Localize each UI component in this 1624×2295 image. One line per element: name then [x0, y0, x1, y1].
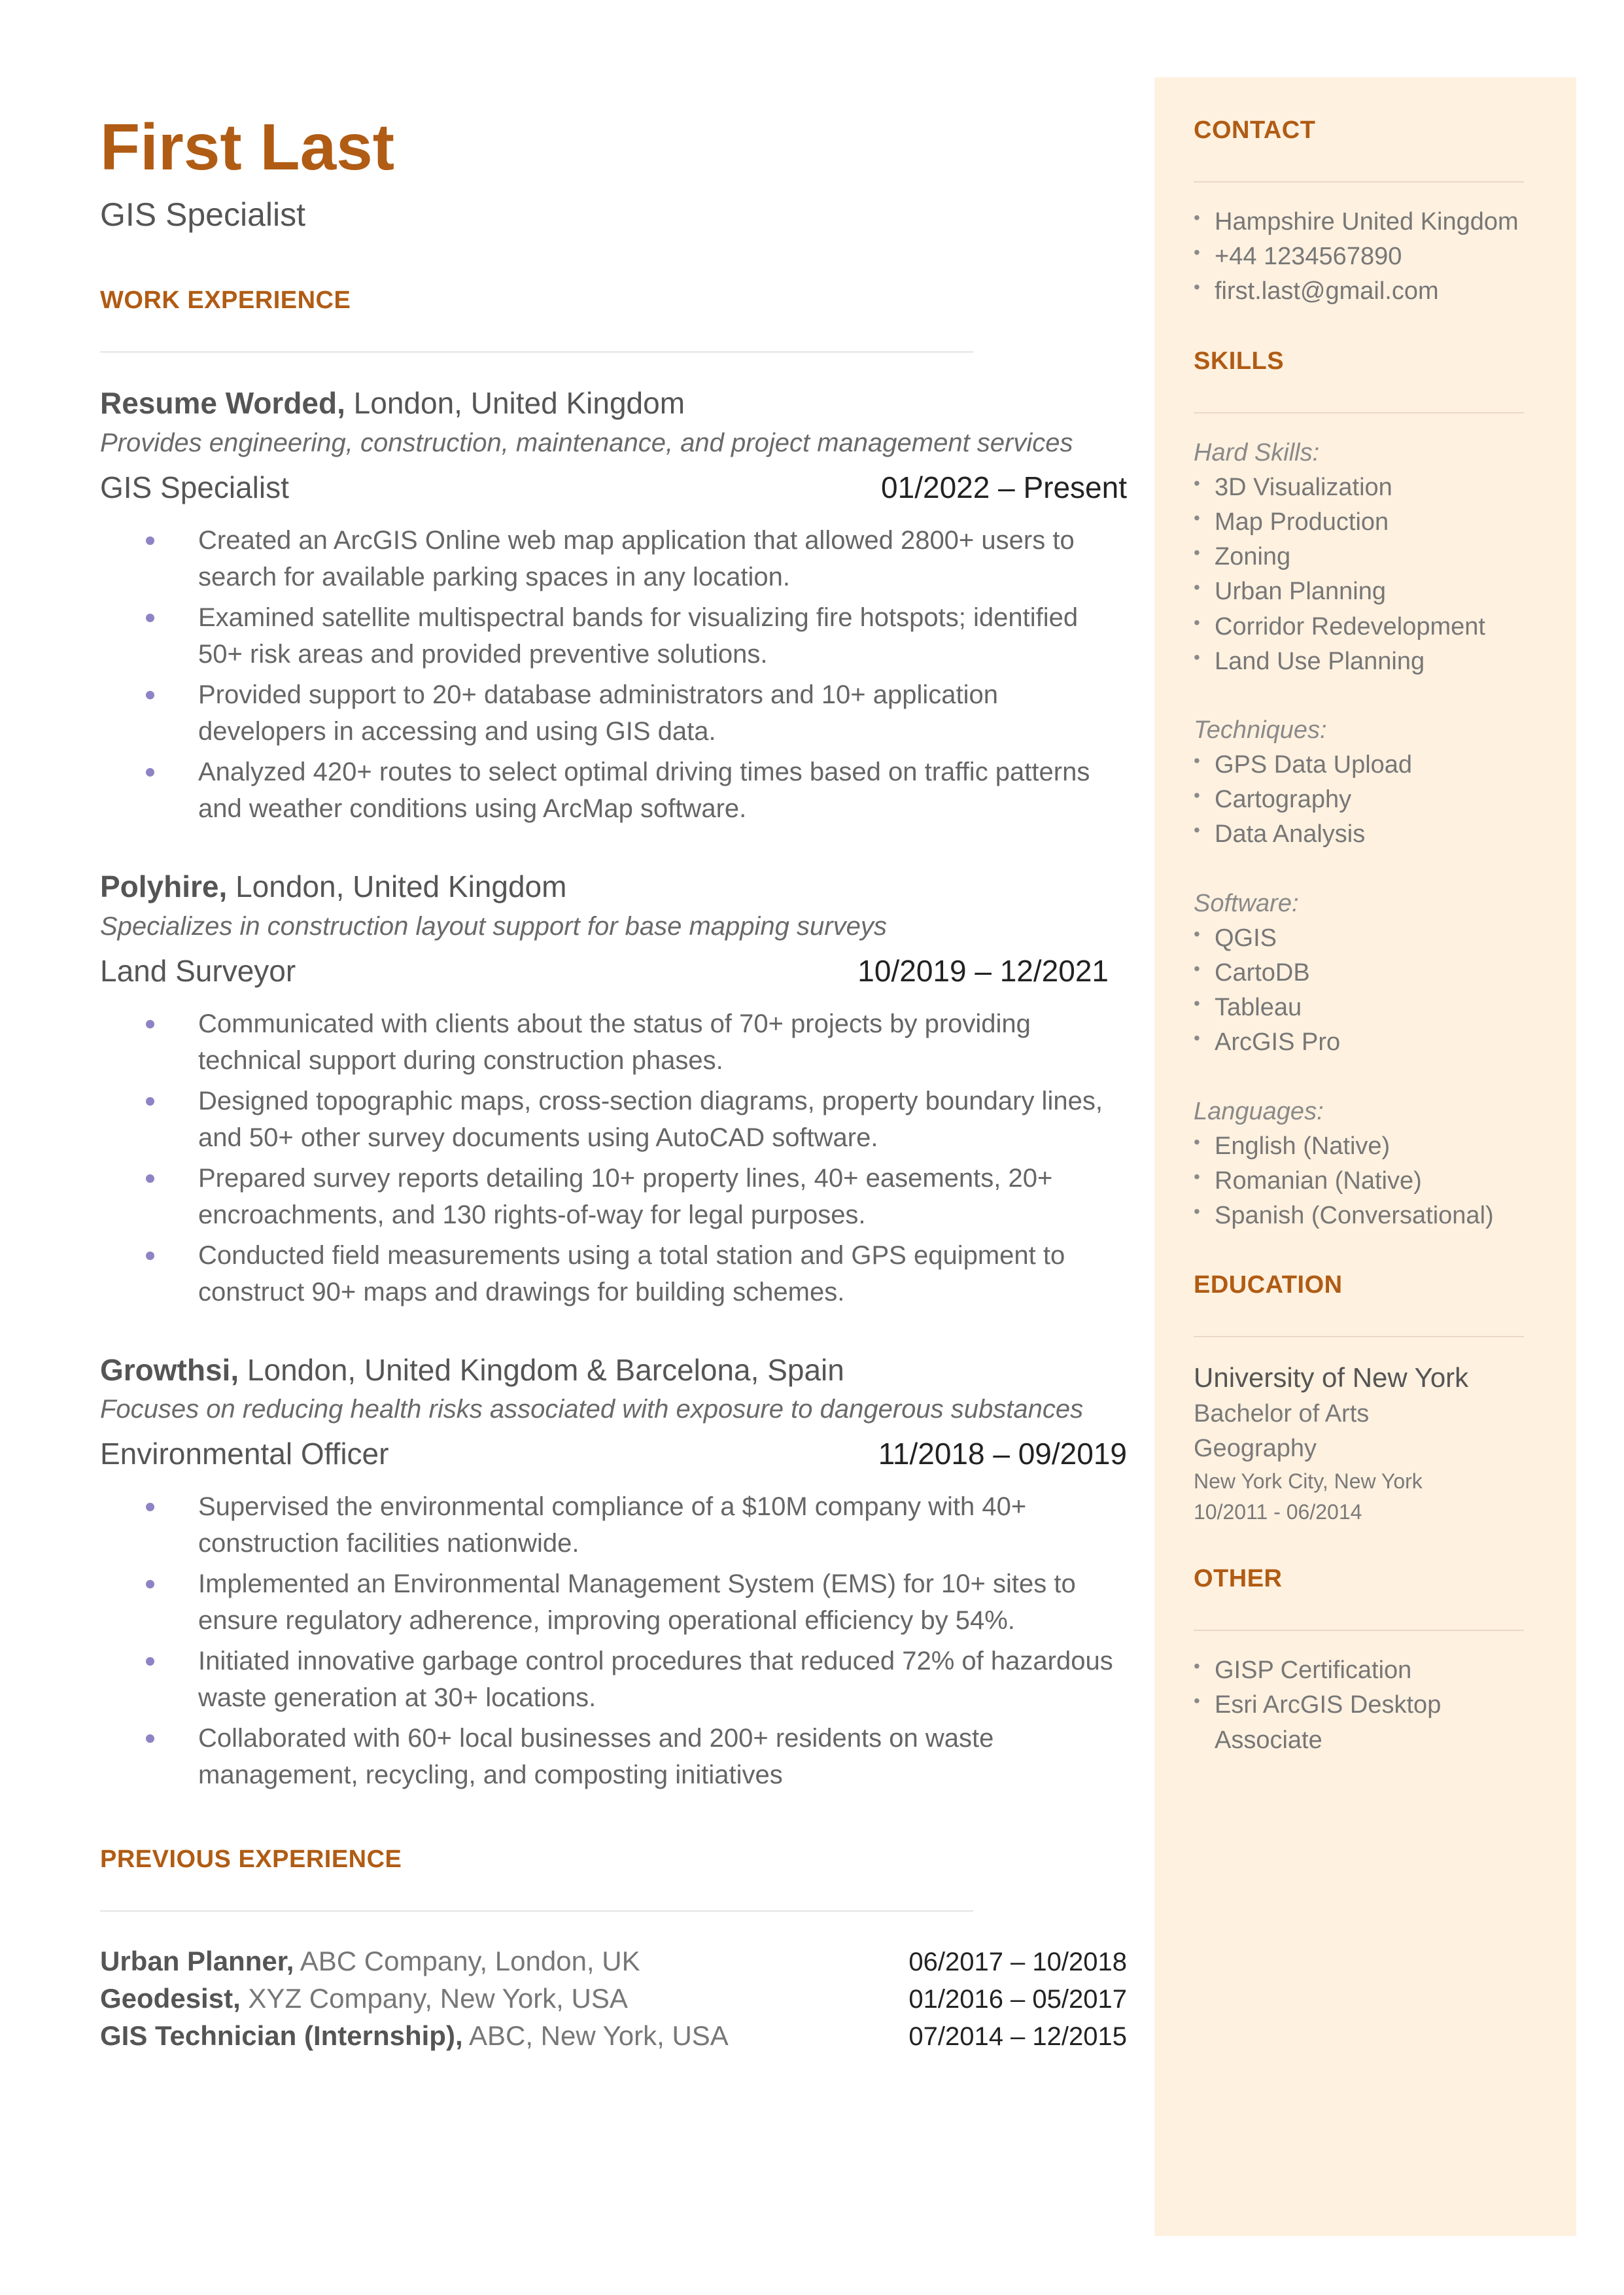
achievement-item: Initiated innovative garbage control procedures that reduced 72% of hazardous waste generation at 30+ locations.	[198, 1643, 1127, 1716]
achievement-item: Provided support to 20+ database administrators and 10+ application developers in accessing and using GIS data.	[198, 676, 1127, 750]
skill-list	[1194, 1129, 1547, 1234]
previous-experience-item	[100, 2018, 1127, 2055]
achievement-item: Created an ArcGIS Online web map application that allowed 2800+ users to search for available parking spaces in any location.	[198, 522, 1127, 595]
skill-item: • Data Analysis	[1194, 817, 1547, 852]
role-dates: 01/2022 – Present	[881, 470, 1127, 504]
achievement-item: Communicated with clients about the status of 70+ projects by providing technical support during construction phases.	[198, 1006, 1127, 1079]
education-heading: EDUCATION	[1194, 1271, 1343, 1299]
role-title: Environmental Officer	[100, 1437, 389, 1471]
company-name: Polyhire,	[100, 869, 228, 903]
sidebar	[1154, 77, 1576, 2236]
company-name: Growthsi,	[100, 1352, 239, 1387]
skill-group-label: Languages:	[1194, 1097, 1324, 1125]
company-description: Focuses on reducing health risks associated with exposure to dangerous substances	[100, 1395, 1084, 1424]
section-divider	[1194, 1336, 1524, 1337]
achievement-list	[100, 1488, 1127, 1793]
experience-entry	[100, 1351, 1127, 1794]
achievement-list	[100, 1006, 1127, 1310]
role-title: GIS Specialist	[100, 470, 289, 504]
skill-item: • GPS Data Upload	[1194, 748, 1547, 782]
other-section	[1194, 1565, 1547, 1758]
previous-place: XYZ Company, New York, USA	[240, 1983, 628, 2014]
candidate-title: GIS Specialist	[100, 196, 306, 233]
company-description: Provides engineering, construction, maintenance, and project management services	[100, 428, 1073, 457]
skill-item: • QGIS	[1194, 921, 1547, 956]
skill-group	[1194, 436, 1547, 679]
education-dates: 10/2011 - 06/2014	[1194, 1499, 1362, 1524]
education-major: Geography	[1194, 1435, 1317, 1463]
contact-list	[1194, 205, 1547, 309]
role-row	[100, 949, 1127, 994]
previous-role: Geodesist,	[100, 1983, 241, 2014]
previous-place: ABC Company, London, UK	[294, 1946, 640, 1977]
company-description: Specializes in construction layout support for base mapping surveys	[100, 911, 887, 941]
skill-item: • Zoning	[1194, 540, 1547, 574]
company-location: London, United Kingdom & Barcelona, Spain	[239, 1352, 844, 1387]
section-divider	[100, 1910, 973, 1912]
other-item: • GISP Certification	[1194, 1653, 1547, 1688]
previous-role: GIS Technician (Internship),	[100, 2020, 463, 2051]
previous-experience-item	[100, 1980, 1127, 2018]
achievement-item: Supervised the environmental compliance of a $10M company with 40+ construction facilities nationwide.	[198, 1488, 1127, 1562]
company-location: London, United Kingdom	[227, 869, 567, 903]
skill-group	[1194, 1095, 1547, 1234]
skill-group-label: Hard Skills:	[1194, 438, 1320, 466]
education-degree: Bachelor of Arts	[1194, 1400, 1370, 1428]
company-location: London, United Kingdom	[345, 386, 685, 420]
experience-entry	[100, 384, 1127, 827]
other-list	[1194, 1653, 1547, 1758]
contact-phone: • +44 1234567890	[1194, 239, 1547, 274]
role-dates: 11/2018 – 09/2019	[878, 1437, 1127, 1471]
role-row	[100, 1431, 1127, 1477]
section-divider	[1194, 412, 1524, 413]
main-column	[100, 111, 1127, 2054]
previous-experience-list	[100, 1943, 1127, 2054]
other-item: • Esri ArcGIS Desktop Associate	[1194, 1688, 1547, 1757]
skill-item: • English (Native)	[1194, 1129, 1547, 1164]
skill-item: • Tableau	[1194, 990, 1547, 1025]
achievement-list	[100, 522, 1127, 827]
company-name: Resume Worded,	[100, 386, 345, 420]
contact-heading: CONTACT	[1194, 116, 1316, 144]
experience-entry	[100, 867, 1127, 1310]
candidate-name: First Last	[100, 111, 395, 184]
skill-group-label: Techniques:	[1194, 716, 1327, 744]
contact-location: • Hampshire United Kingdom	[1194, 205, 1547, 239]
skill-list	[1194, 470, 1547, 679]
skill-group-label: Software:	[1194, 889, 1299, 917]
skill-item: • Cartography	[1194, 782, 1547, 817]
skill-item: • 3D Visualization	[1194, 470, 1547, 505]
skill-item: • ArcGIS Pro	[1194, 1025, 1547, 1060]
role-dates: 10/2019 – 12/2021	[857, 953, 1109, 988]
skill-group	[1194, 713, 1547, 852]
skills-heading: SKILLS	[1194, 347, 1285, 375]
other-heading: OTHER	[1194, 1565, 1283, 1593]
skill-item: • CartoDB	[1194, 956, 1547, 990]
previous-experience-heading: PREVIOUS EXPERIENCE	[100, 1846, 402, 1874]
section-divider	[1194, 1630, 1524, 1631]
achievement-item: Analyzed 420+ routes to select optimal driving times based on traffic patterns and weather conditions using ArcMap software.	[198, 754, 1127, 827]
education-section	[1194, 1271, 1547, 1527]
role-title: Land Surveyor	[100, 953, 296, 988]
previous-dates: 01/2016 – 05/2017	[908, 1985, 1127, 2014]
skill-item: • Romanian (Native)	[1194, 1164, 1547, 1199]
skill-item: • Spanish (Conversational)	[1194, 1199, 1547, 1233]
skill-item: • Urban Planning	[1194, 574, 1547, 609]
skill-list	[1194, 921, 1547, 1060]
skill-item: • Corridor Redevelopment	[1194, 610, 1547, 644]
achievement-item: Collaborated with 60+ local businesses and 200+ residents on waste management, recycling, and composting initiatives	[198, 1720, 1127, 1793]
contact-email: • first.last@gmail.com	[1194, 274, 1547, 309]
achievement-item: Designed topographic maps, cross-section diagrams, property boundary lines, and 50+ other survey documents using AutoCAD software.	[198, 1083, 1127, 1156]
skill-list	[1194, 748, 1547, 852]
previous-dates: 07/2014 – 12/2015	[908, 2022, 1127, 2051]
section-divider	[100, 351, 973, 353]
achievement-item: Prepared survey reports detailing 10+ property lines, 40+ easements, 20+ encroachments, and 130 rights-of-way for legal purposes.	[198, 1160, 1127, 1233]
achievement-item: Conducted field measurements using a total station and GPS equipment to construct 90+ maps and drawings for building schemes.	[198, 1237, 1127, 1310]
skill-item: • Land Use Planning	[1194, 644, 1547, 679]
previous-role: Urban Planner,	[100, 1946, 294, 1977]
company-line	[100, 867, 1127, 907]
sidebar-content	[1194, 116, 1547, 1758]
education-location: New York City, New York	[1194, 1469, 1423, 1494]
skill-item: • Map Production	[1194, 505, 1547, 540]
role-row	[100, 465, 1127, 510]
achievement-item: Implemented an Environmental Management System (EMS) for 10+ sites to ensure regulatory adherence, improving operational efficiency by 54%.	[198, 1566, 1127, 1639]
company-line	[100, 1351, 1127, 1390]
work-experience-heading: WORK EXPERIENCE	[100, 287, 351, 314]
section-divider	[1194, 181, 1524, 183]
previous-experience-item	[100, 1943, 1127, 1980]
skills-section	[1194, 347, 1547, 1234]
previous-dates: 06/2017 – 10/2018	[908, 1948, 1127, 1977]
skill-group	[1194, 886, 1547, 1060]
achievement-item: Examined satellite multispectral bands for visualizing fire hotspots; identified 50+ risk areas and provided preventive solutions.	[198, 599, 1127, 673]
previous-place: ABC, New York, USA	[462, 2020, 729, 2051]
company-line	[100, 384, 1127, 423]
education-school: University of New York	[1194, 1362, 1469, 1393]
contact-section	[1194, 116, 1547, 309]
